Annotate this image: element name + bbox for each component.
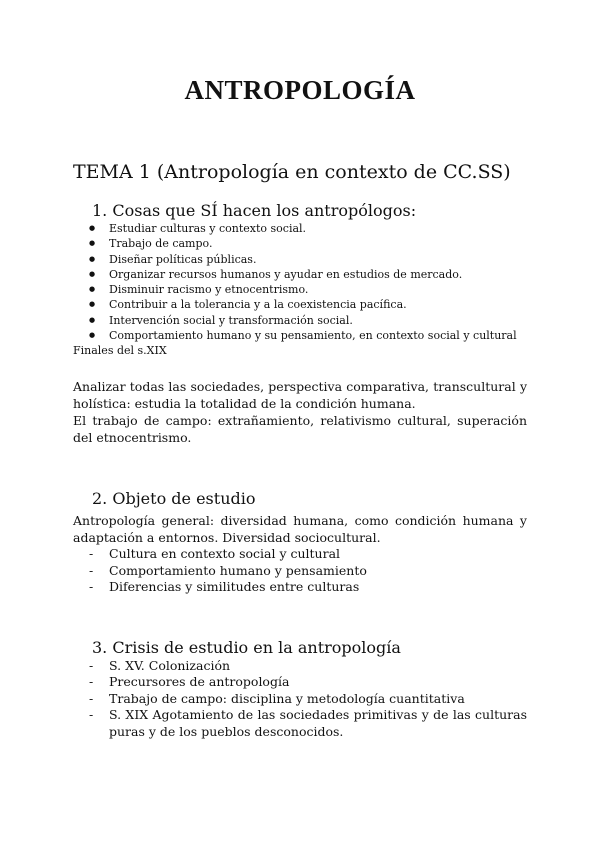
bullet-item: ● Organizar recursos humanos y ayudar en estudios de mercado. xyxy=(73,267,527,282)
document-title: ANTROPOLOGÍA xyxy=(184,75,416,105)
section-1-bullet-list xyxy=(73,221,527,343)
section-3-heading: 3. Crisis de estudio en la antropología xyxy=(92,637,401,657)
bullet-item: ● Estudiar culturas y contexto social. xyxy=(73,221,527,236)
dash-item: - Cultura en contexto social y cultural xyxy=(73,546,527,563)
section-1-paragraph: Analizar todas las sociedades, perspectiva comparativa, transcultural y holística: estudia la totalidad de la condición humana. xyxy=(73,379,527,412)
dash-item: - S. XIX Agotamiento de las sociedades primitivas y de las culturas puras y de los pueblos desconocidos. xyxy=(73,707,527,740)
bullet-item: ● Disminuir racismo y etnocentrismo. xyxy=(73,282,527,297)
bullet-item: ● Contribuir a la tolerancia y a la coexistencia pacífica. xyxy=(73,297,527,312)
section-1-note: Finales del s.XIX xyxy=(73,344,167,358)
section-3-dash-list xyxy=(73,658,527,741)
section-1-paragraph: El trabajo de campo: extrañamiento, relativismo cultural, superación del etnocentrismo. xyxy=(73,413,527,446)
dash-item: - Precursores de antropología xyxy=(73,674,527,691)
section-2-paragraph: Antropología general: diversidad humana, como condición humana y adaptación a entornos. Diversidad sociocultural. xyxy=(73,513,527,546)
section-2-dash-list xyxy=(73,546,527,596)
dash-item: - Comportamiento humano y pensamiento xyxy=(73,563,527,580)
bullet-item: ● Trabajo de campo. xyxy=(73,236,527,251)
bullet-item: ● Intervención social y transformación social. xyxy=(73,313,527,328)
section-2-heading: 2. Objeto de estudio xyxy=(92,489,256,509)
bullet-item: ● Diseñar políticas públicas. xyxy=(73,252,527,267)
dash-item: - Diferencias y similitudes entre culturas xyxy=(73,579,527,596)
dash-item: - Trabajo de campo: disciplina y metodología cuantitativa xyxy=(73,691,527,708)
tema-heading: TEMA 1 (Antropología en contexto de CC.SS) xyxy=(73,161,511,183)
section-1-heading: 1. Cosas que SÍ hacen los antropólogos: xyxy=(92,201,417,220)
bullet-item: ● Comportamiento humano y su pensamiento, en contexto social y cultural xyxy=(73,328,527,343)
dash-item: - S. XV. Colonización xyxy=(73,658,527,675)
